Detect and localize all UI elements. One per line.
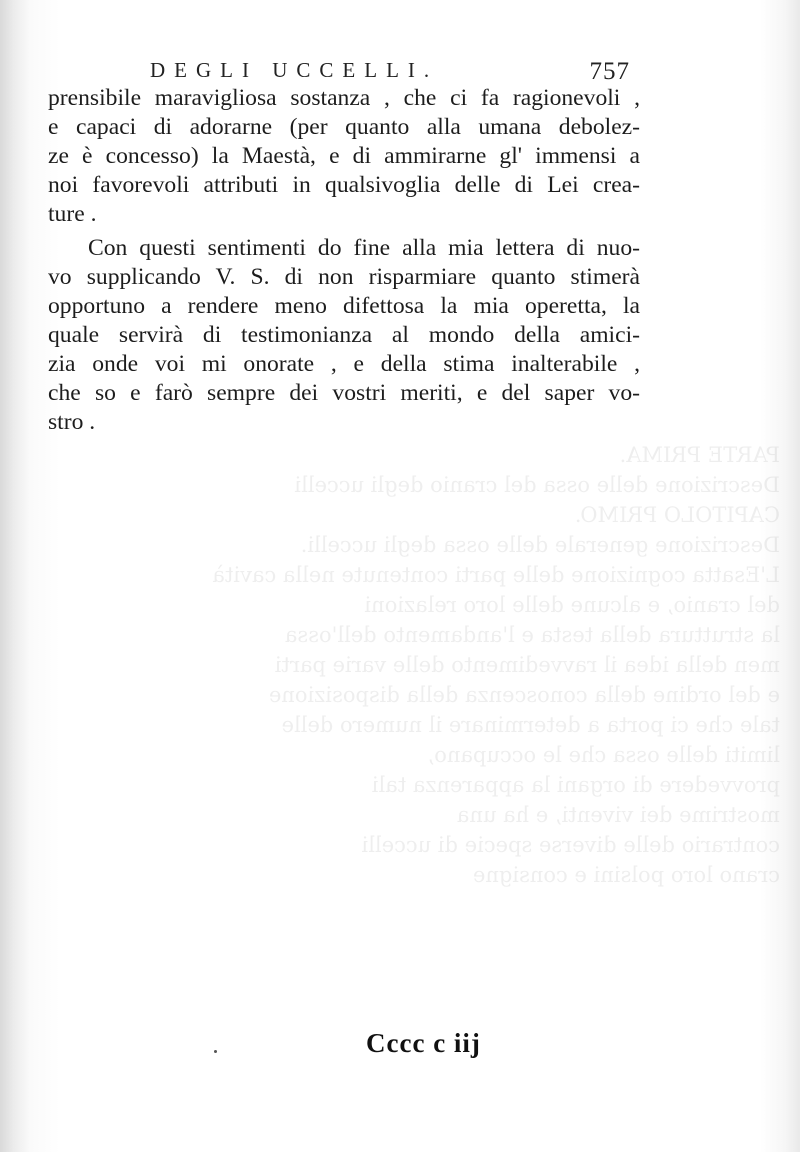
running-head: DEGLI UCCELLI.: [150, 58, 439, 82]
text-line: noi favorevoli attributi in qualsivoglia delle di Lei crea-: [48, 171, 640, 198]
text-line: e capaci di adorarne (per quanto alla umana debolez-: [48, 113, 640, 140]
text-line: stro .: [48, 408, 96, 435]
paragraph-2: [48, 234, 640, 436]
paragraph-1: [48, 84, 640, 228]
text-line: ture .: [48, 200, 97, 227]
text-line: prensibile maravigliosa sostanza , che ci fa ragionevoli ,: [48, 85, 640, 111]
main-text: [48, 84, 640, 437]
text-line: opportuno a rendere meno difettosa la mia operetta, la: [48, 293, 640, 320]
text-line: Con questi sentimenti do fine alla mia lettera di nuo-: [88, 235, 640, 262]
signature-mark: Cccc c iij: [366, 1028, 481, 1058]
show-through-text: PARTE PRIMA. Descrizione delle ossa del cranio degli uccelli CAPITOLO PRIMO. Descrizione generale delle ossa degli uccelli. L'Esatta cognizione delle parti contenute nella cavità del cranio, e alcune delle loro relazioni la struttura della testa e l'andamento dell'ossa men della idea il ravvedimento delle varie parti e del ordine della conoscenza della disposizione tale che ci porta a determinare il numero delle limiti delle ossa che le occupano, provvedere di organi la apparenza tali mostrime dei viventi, e ha una contrario delle diverse specie di uccelli crano loro polsini e consigne: [212, 443, 780, 887]
text-line: che so e farò sempre dei vostri meriti, e del saper vo-: [48, 379, 640, 406]
page-number: 757: [589, 58, 630, 85]
text-line: ze è concesso) la Maestà, e di ammirarne gl' immensi a: [48, 142, 640, 169]
ink-speck: [214, 1050, 217, 1053]
text-line: vo supplicando V. S. di non risparmiare quanto stimerà: [48, 264, 640, 291]
text-line: zia onde voi mi onorate , e della stima inalterabile ,: [48, 351, 640, 378]
text-line: quale servirà di testimonianza al mondo della amici-: [48, 322, 640, 349]
